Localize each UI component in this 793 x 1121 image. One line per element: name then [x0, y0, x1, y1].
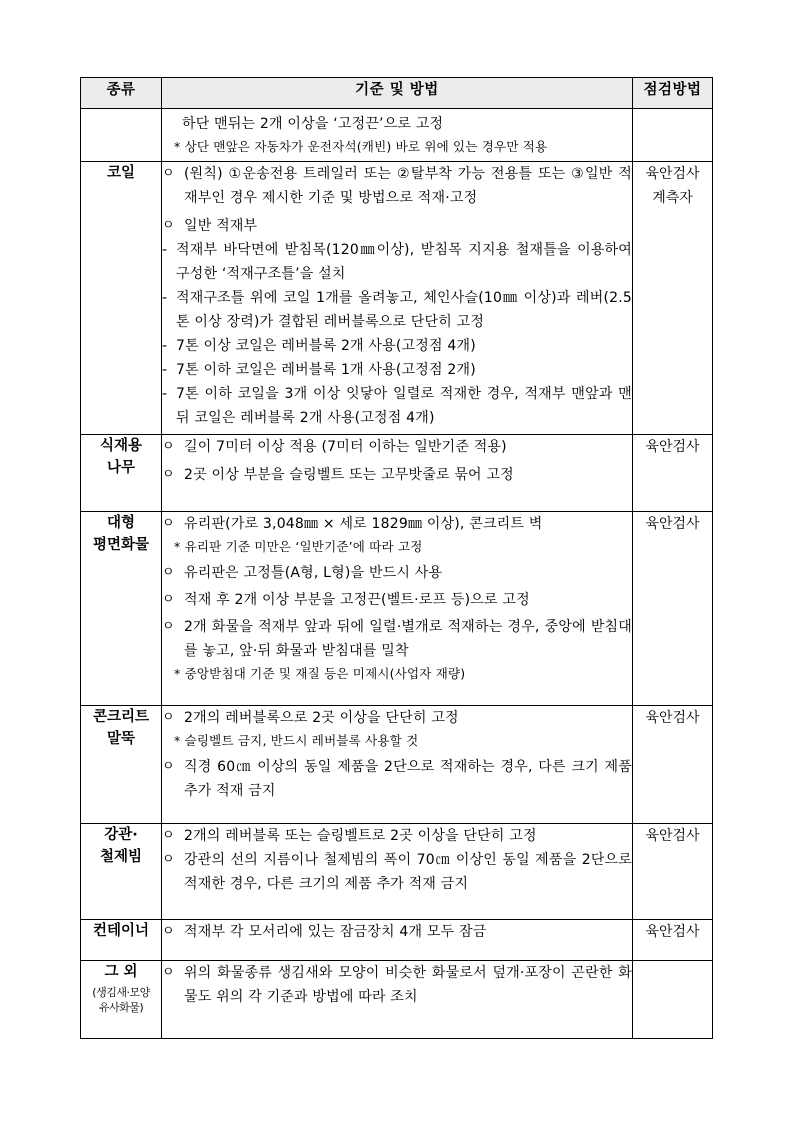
- table-header-row: [81, 78, 713, 109]
- criteria-subitem: [162, 238, 632, 286]
- type-label: 강관·: [104, 827, 138, 843]
- criteria-text: 위의 화물종류 생김새와 모양이 비슷한 화물로서 덮개·포장이 곤란한 화물도 위의 각 기준과 방법에 따라 조치: [184, 965, 632, 1005]
- header-criteria: 기준 및 방법: [162, 78, 633, 109]
- criteria-item: [162, 561, 632, 585]
- type-label: 그 외: [104, 964, 138, 980]
- criteria-note: * 중앙받침대 기준 및 재질 등은 미제시(사업자 재량): [174, 666, 466, 681]
- circle-bullet: ㅇ: [162, 565, 175, 580]
- criteria-text: 적재부 바닥면에 받침목(120㎜이상), 받침목 지지용 철재틀을 이용하여 구성한 ‘적재구조틀’을 설치: [176, 242, 632, 282]
- criteria-text: 2곳 이상 부분을 슬링벨트 또는 고무밧줄로 묶어 고정: [184, 467, 514, 483]
- type-cell-steel-pipes: [81, 824, 162, 920]
- type-cell-coil: 코일: [81, 162, 162, 435]
- method-cell-flat-cargo: 육안검사: [633, 512, 713, 706]
- circle-bullet: ㅇ: [162, 759, 175, 774]
- table-row-container: [81, 920, 713, 961]
- criteria-item: [162, 512, 632, 536]
- circle-bullet: ㅇ: [162, 965, 175, 980]
- type-cell-concrete-piles: [81, 706, 162, 824]
- criteria-note: * 슬링벨트 금지, 반드시 레버블록 사용할 것: [174, 733, 419, 748]
- criteria-item: [162, 848, 632, 896]
- circle-bullet: ㅇ: [162, 710, 175, 725]
- criteria-subitem: [162, 334, 632, 358]
- type-label: 식재용: [99, 438, 143, 454]
- type-cell-flat-cargo: [81, 512, 162, 706]
- criteria-text: 적재부 각 모서리에 있는 잠금장치 4개 모두 잠금: [184, 924, 487, 940]
- criteria-cell-trees: [162, 435, 633, 512]
- circle-bullet: ㅇ: [162, 592, 175, 607]
- criteria-cell-coil: [162, 162, 633, 435]
- type-label: 말뚝: [106, 731, 135, 747]
- criteria-text: 2개의 레버블록으로 2곳 이상을 단단히 고정: [184, 710, 459, 726]
- criteria-text: 2개의 레버블록 또는 슬링벨트로 2곳 이상을 단단히 고정: [184, 828, 537, 844]
- method-cell-coil: [633, 162, 713, 435]
- dash-bullet: -: [162, 242, 168, 258]
- criteria-cell-container: [162, 920, 633, 961]
- header-inspection: 점검방법: [633, 78, 713, 109]
- criteria-text: 유리판은 고정틀(A형, L형)을 반드시 사용: [184, 565, 443, 581]
- method-cell-trees: 육안검사: [633, 435, 713, 512]
- criteria-item: [162, 435, 632, 459]
- criteria-cell-other: [162, 961, 633, 1039]
- method-cell-steel-pipes: 육안검사: [633, 824, 713, 920]
- criteria-note: * 상단 맨앞은 자동차가 운전자석(캐빈) 바로 위에 있는 경우만 적용: [174, 139, 548, 154]
- method-cell-concrete-piles: 육안검사: [633, 706, 713, 824]
- criteria-cell-flat-cargo: [162, 512, 633, 706]
- type-cell: [81, 109, 162, 162]
- table-row-steel-pipes: [81, 824, 713, 920]
- method-cell-other: [633, 961, 713, 1039]
- method-visual: 육안검사: [645, 166, 700, 182]
- criteria-text: 강관의 선의 지름이나 철제빔의 폭이 70㎝ 이상인 동일 제품을 2단으로 적재한 경우, 다른 크기의 제품 추가 적재 금지: [184, 852, 632, 892]
- criteria-item: [162, 961, 632, 1009]
- circle-bullet: ㅇ: [162, 924, 175, 939]
- criteria-cell: [162, 109, 633, 162]
- criteria-text: 7톤 이하 코일은 레버블록 1개 사용(고정점 2개): [176, 362, 476, 378]
- method-measure: 계측자: [652, 190, 693, 206]
- method-cell: [633, 109, 713, 162]
- type-cell-container: 컨테이너: [81, 920, 162, 961]
- circle-bullet: ㅇ: [162, 439, 175, 454]
- criteria-item: [162, 214, 632, 238]
- table-row-continued: [81, 109, 713, 162]
- type-label: 대형: [106, 515, 135, 531]
- dash-bullet: -: [162, 290, 168, 306]
- circle-bullet: ㅇ: [162, 166, 175, 181]
- table-row-other: [81, 961, 713, 1039]
- type-label: 나무: [106, 460, 135, 476]
- criteria-cell-steel-pipes: [162, 824, 633, 920]
- criteria-text: 2개 화물을 적재부 앞과 뒤에 일렬·별개로 적재하는 경우, 중앙에 받침대를 놓고, 앞·뒤 화물과 받침대를 밀착: [184, 619, 632, 659]
- criteria-item: [162, 755, 632, 803]
- method-cell-container: 육안검사: [633, 920, 713, 961]
- dash-bullet: -: [162, 386, 168, 402]
- circle-bullet: ㅇ: [162, 619, 175, 634]
- type-sublabel: 유사화물): [98, 1001, 144, 1014]
- criteria-item: [162, 463, 632, 487]
- criteria-item: [162, 824, 632, 848]
- table-row-trees: [81, 435, 713, 512]
- dash-bullet: -: [162, 338, 168, 354]
- criteria-text: 7톤 이상 코일은 레버블록 2개 사용(고정점 4개): [176, 338, 476, 354]
- standards-table: [80, 77, 713, 1039]
- criteria-subitem: [162, 286, 632, 334]
- criteria-subitem: [162, 382, 632, 430]
- type-cell-trees: [81, 435, 162, 512]
- criteria-item: [162, 588, 632, 612]
- criteria-cell-concrete-piles: [162, 706, 633, 824]
- criteria-text: 일반 적재부: [184, 218, 258, 234]
- type-sublabel: (생김새·모양: [92, 986, 150, 999]
- criteria-note: * 유리판 기준 미만은 ‘일반기준’에 따라 고정: [174, 539, 423, 554]
- criteria-text: 7톤 이하 코일을 3개 이상 잇닿아 일렬로 적재한 경우, 적재부 맨앞과 맨뒤 코일은 레버블록 2개 사용(고정점 4개): [176, 386, 632, 426]
- criteria-text: 적재구조틀 위에 코일 1개를 올려놓고, 체인사슬(10㎜ 이상)과 레버(2.5톤 이상 장력)가 결합된 레버블록으로 단단히 고정: [176, 290, 632, 330]
- type-label: 콘크리트: [92, 709, 150, 725]
- circle-bullet: ㅇ: [162, 467, 175, 482]
- circle-bullet: ㅇ: [162, 218, 175, 233]
- criteria-text: 적재 후 2개 이상 부분을 고정끈(벨트·로프 등)으로 고정: [184, 592, 530, 608]
- criteria-text: 길이 7미터 이상 적용 (7미터 이하는 일반기준 적용): [184, 439, 507, 455]
- criteria-text: 직경 60㎝ 이상의 동일 제품을 2단으로 적재하는 경우, 다른 크기 제품 추가 적재 금지: [184, 759, 632, 799]
- dash-bullet: -: [162, 362, 168, 378]
- criteria-item: [162, 706, 632, 730]
- type-label: 평면화물: [92, 537, 150, 553]
- table-row-coil: [81, 162, 713, 435]
- header-type: 종류: [81, 78, 162, 109]
- type-label: 철제빔: [99, 849, 143, 865]
- criteria-item: [162, 920, 632, 944]
- circle-bullet: ㅇ: [162, 516, 175, 531]
- criteria-subitem: [162, 358, 632, 382]
- criteria-text: 유리판(가로 3,048㎜ × 세로 1829㎜ 이상), 콘크리트 벽: [184, 516, 543, 532]
- circle-bullet: ㅇ: [162, 828, 175, 843]
- circle-bullet: ㅇ: [162, 852, 175, 867]
- table-row-concrete-piles: [81, 706, 713, 824]
- table-row-flat-cargo: [81, 512, 713, 706]
- criteria-item: [162, 615, 632, 663]
- criteria-line: 하단 맨뒤는 2개 이상을 ‘고정끈’으로 고정: [182, 116, 444, 132]
- criteria-item: [162, 162, 632, 210]
- type-cell-other: [81, 961, 162, 1039]
- criteria-text: (원칙) ①운송전용 트레일러 또는 ②탈부착 가능 전용틀 또는 ③일반 적재부인 경우 제시한 기준 및 방법으로 적재·고정: [184, 166, 632, 206]
